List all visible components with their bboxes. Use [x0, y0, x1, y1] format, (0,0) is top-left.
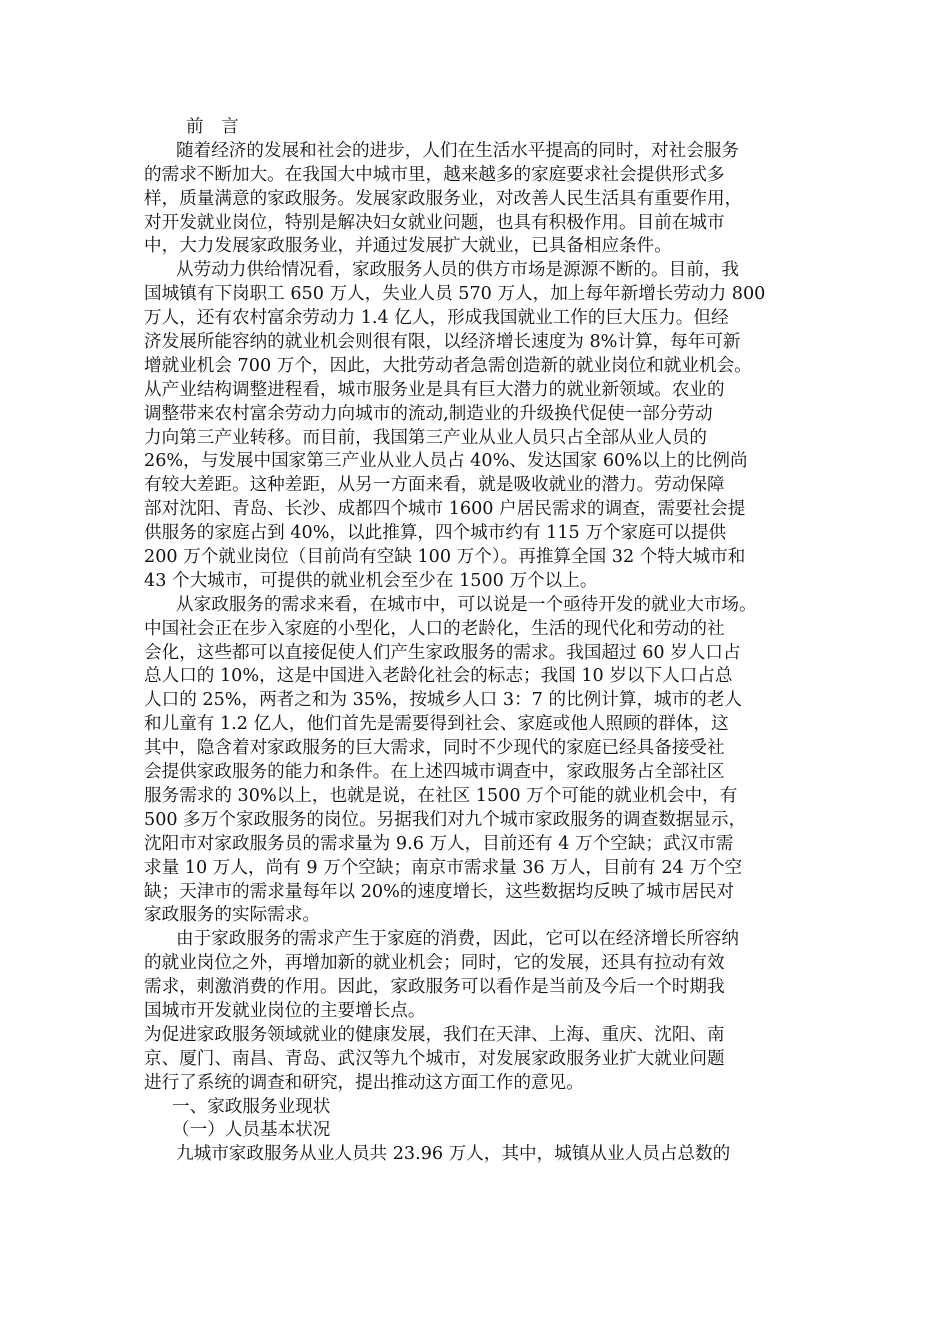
- text-line: 需求，刺激消费的作用。因此，家政服务可以看作是当前及今后一个时期我: [144, 977, 725, 998]
- text-line: 随着经济的发展和社会的进步，人们在生活水平提高的同时，对社会服务: [176, 140, 740, 161]
- text-line: 500 多万个家政服务的岗位。另据我们对九个城市家政服务的调查数据显示，: [144, 809, 747, 830]
- text-line: 进行了系统的调查和研究，提出推动这方面工作的意见。: [144, 1072, 584, 1093]
- text-line: 供服务的家庭占到 40%，以此推算，四个城市约有 115 万个家庭可以提供: [144, 523, 727, 544]
- text-line: 家政服务的实际需求。: [144, 905, 320, 926]
- paragraph-consumption: [144, 928, 784, 1024]
- text-line: 和儿童有 1.2 亿人，他们首先是需要得到社会、家庭或他人照顾的群体，这: [144, 714, 729, 735]
- text-line: 从产业结构调整进程看，城市服务业是具有巨大潜力的就业新领域。农业的: [144, 379, 725, 400]
- text-line: 调整带来农村富余劳动力向城市的流动,制造业的升级换代促使一部分劳动: [144, 403, 713, 424]
- text-line: 其中，隐含着对家政服务的巨大需求，同时不少现代的家庭已经具备接受社: [144, 738, 725, 759]
- text-line: 力向第三产业转移。而目前，我国第三产业从业人员只占全部从业人员的: [144, 427, 708, 448]
- text-line: 由于家政服务的需求产生于家庭的消费，因此，它可以在经济增长所容纳: [176, 929, 740, 950]
- text-line: 总人口的 10%，这是中国进入老龄化社会的标志；我国 10 岁以下人口占总: [144, 666, 733, 687]
- paragraph-research: [144, 1024, 784, 1096]
- section-heading: 一、家政服务业现状: [172, 1096, 331, 1117]
- text-line: 的需求不断加大。在我国大中城市里，越来越多的家庭要求社会提供形式多: [144, 164, 725, 185]
- text-line: 万人，还有农村富余劳动力 1.4 亿人，形成我国就业工作的巨大压力。但经: [144, 308, 729, 329]
- text-line: 有较大差距。这种差距，从另一方面来看，就是吸收就业的潜力。劳动保障: [144, 475, 725, 496]
- text-line: 人口的 25%，两者之和为 35%，按城乡人口 3：7 的比例计算，城市的老人: [144, 690, 743, 711]
- text-line: 国城镇有下岗职工 650 万人，失业人员 570 万人，加上每年新增长劳动力 800: [144, 284, 766, 305]
- text-line: 对开发就业岗位，特别是解决妇女就业问题，也具有积极作用。目前在城市: [144, 212, 725, 233]
- text-line: 会化，这些都可以直接促使人们产生家政服务的需求。我国超过 60 岁人口占: [144, 642, 741, 663]
- text-line: 从劳动力供给情况看，家政服务人员的供方市场是源源不断的。目前，我: [176, 260, 740, 281]
- text-line: 的就业岗位之外，再增加新的就业机会；同时，它的发展，还具有拉动有效: [144, 953, 725, 974]
- text-line: 43 个大城市，可提供的就业机会至少在 1500 万个以上。: [144, 570, 598, 591]
- text-line: 缺；天津市的需求量每年以 20%的速度增长，这些数据均反映了城市居民对: [144, 881, 735, 902]
- document-title: 前 言: [186, 117, 245, 137]
- text-line: 九城市家政服务从业人员共 23.96 万人，其中，城镇从业人员占总数的: [176, 1144, 731, 1165]
- text-line: 部对沈阳、青岛、长沙、成都四个城市 1600 户居民需求的调查，需要社会提: [144, 499, 746, 520]
- text-line: 从家政服务的需求来看，在城市中，可以说是一个亟待开发的就业大市场。: [176, 594, 757, 615]
- paragraph-intro: [144, 140, 784, 259]
- text-line: 为促进家政服务领域就业的健康发展，我们在天津、上海、重庆、沈阳、南: [144, 1024, 725, 1045]
- paragraph-labor-supply: [144, 259, 784, 593]
- text-line: 26%，与发展中国家第三产业从业人员占 40%、发达国家 60%以上的比例尚: [144, 451, 748, 472]
- paragraph-demand: [144, 594, 784, 928]
- text-line: 会提供家政服务的能力和条件。在上述四城市调查中，家政服务占全部社区: [144, 762, 725, 783]
- text-line: 中国社会正在步入家庭的小型化，人口的老龄化，生活的现代化和劳动的社: [144, 618, 725, 639]
- document-body: [144, 116, 784, 1167]
- text-line: 沈阳市对家政服务员的需求量为 9.6 万人，目前还有 4 万个空缺；武汉市需: [144, 833, 734, 854]
- text-line: 国城市开发就业岗位的主要增长点。: [144, 1000, 426, 1021]
- text-line: 200 万个就业岗位（目前尚有空缺 100 万个）。再推算全国 32 个特大城市和: [144, 547, 746, 568]
- text-line: 服务需求的 30%以上，也就是说，在社区 1500 万个可能的就业机会中，有: [144, 785, 738, 806]
- text-line: 增就业机会 700 万个，因此，大批劳动者急需创造新的就业岗位和就业机会。: [144, 355, 752, 376]
- text-line: 求量 10 万人，尚有 9 万个空缺；南京市需求量 36 万人，目前有 24 万个空: [144, 857, 743, 878]
- text-line: 京、厦门、南昌、青岛、武汉等九个城市，对发展家政服务业扩大就业问题: [144, 1048, 725, 1069]
- subsection-heading: （一）人员基本状况: [172, 1120, 331, 1141]
- text-line: 样，质量满意的家政服务。发展家政服务业，对改善人民生活具有重要作用，: [144, 188, 743, 209]
- text-line: 中，大力发展家政服务业，并通过发展扩大就业，已具备相应条件。: [144, 236, 672, 257]
- text-line: 济发展所能容纳的就业机会则很有限，以经济增长速度为 8%计算，每年可新: [144, 332, 741, 353]
